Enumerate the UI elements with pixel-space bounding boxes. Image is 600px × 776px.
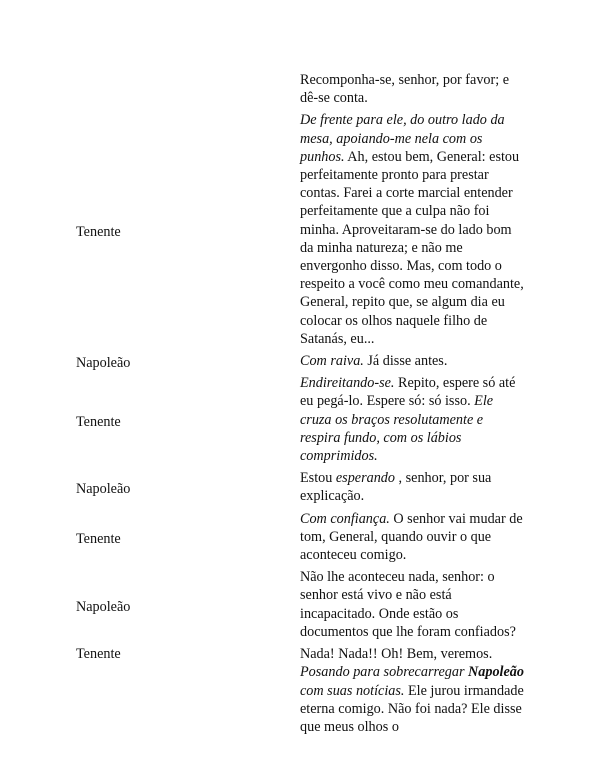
dialogue-body — [76, 71, 526, 740]
dialogue-row — [76, 469, 526, 509]
speaker-name: Napoleão — [76, 355, 131, 372]
stage-direction: Endireitando-se. — [300, 375, 395, 392]
dialogue-row — [76, 510, 526, 569]
dialogue-line — [300, 645, 526, 740]
speaker-name: Tenente — [76, 530, 121, 547]
spoken-text: O senhor vai mudar de tom, General, quando ouvir o que aconteceu comigo. — [300, 510, 523, 564]
dialogue-line — [300, 352, 526, 374]
dialogue-line — [300, 374, 526, 469]
dialogue-row — [76, 374, 526, 469]
spoken-text: Estou — [300, 470, 336, 487]
speaker-name: Tenente — [76, 223, 121, 240]
spoken-text: Ele jurou irmandade eterna comigo. Não foi nada? Ele disse que meus olhos o — [300, 682, 524, 735]
stage-direction: Posando para sobrecarregar — [300, 664, 469, 681]
dialogue-line — [300, 510, 526, 569]
dialogue-line — [300, 111, 526, 352]
spoken-text: , senhor, por sua explicação. — [300, 470, 492, 505]
dialogue-row — [76, 71, 526, 111]
spoken-text: Não lhe aconteceu nada, senhor: o senhor está vivo e não está incapacitado. Onde estão os documentos que lhe foram confiados? — [300, 569, 516, 640]
dialogue-row — [76, 645, 526, 740]
dialogue-line — [300, 568, 526, 645]
stage-direction: De frente para ele, do outro lado da mesa, apoiando-me nela com os punhos. — [300, 112, 505, 165]
spoken-text: Ah, estou bem, General: estou perfeitamente pronto para prestar contas. Farei a corte marcial entender perfeitamente que a culpa não foi minha. Aproveitaram-se do lado bom da minha natureza; e não me envergonho disso. Mas, com todo o respeito a você como meu comandante, General, repito que, se algum dia eu colocar os olhos naquele filho de Satanás, eu... — [300, 148, 524, 347]
speaker-name: Tenente — [76, 646, 121, 663]
spoken-text: Recomponha-se, senhor, por favor; e dê-se conta. — [300, 72, 510, 107]
speaker-name: Tenente — [76, 413, 121, 430]
spoken-text: Já disse antes. — [363, 353, 448, 370]
spoken-text: Nada! Nada!! Oh! Bem, veremos. — [300, 646, 493, 663]
stage-direction: esperando — [335, 470, 395, 487]
stage-direction: Com raiva. — [300, 353, 364, 370]
dialogue-line — [300, 71, 526, 111]
stage-direction: com suas notícias. — [300, 682, 405, 699]
dialogue-row — [76, 568, 526, 645]
stage-direction: Com confiança. — [300, 510, 390, 527]
speaker-name — [76, 71, 300, 111]
speaker-name: Napoleão — [76, 481, 131, 498]
dialogue-row — [76, 111, 526, 352]
dialogue-line — [300, 469, 526, 509]
dialogue-row — [76, 352, 526, 374]
spoken-text: Repito, espere só até eu pegá-lo. Espere só: só isso. — [300, 375, 516, 410]
stage-direction: Ele cruza os braços resolutamente e respira fundo, com os lábios comprimidos. — [300, 393, 494, 465]
stage-direction: Napoleão — [468, 664, 524, 681]
speaker-name: Napoleão — [76, 598, 131, 615]
dialogue-table — [76, 71, 526, 740]
